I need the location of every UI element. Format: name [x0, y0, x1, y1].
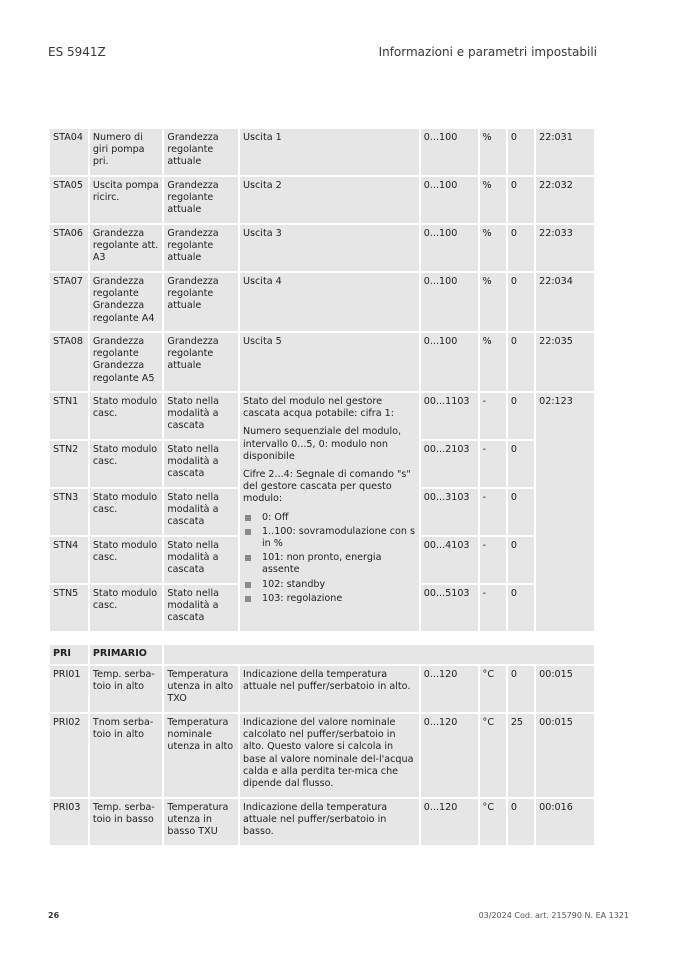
param-code: STA05 [50, 177, 88, 223]
param-type: Temperatura utenza in basso TXU [164, 799, 238, 845]
param-range: 00...1103 [421, 393, 478, 439]
param-range: 0...100 [421, 129, 478, 175]
param-name: Grandezza regolante att. A3 [90, 225, 163, 271]
param-name: Stato modulo casc. [90, 489, 163, 535]
param-code: STN4 [50, 537, 88, 583]
table-row [50, 393, 594, 439]
list-item-text: 102: standby [262, 578, 326, 590]
param-type: Stato nella modalità a cascata [164, 489, 238, 535]
param-default: 0 [508, 489, 534, 535]
param-default: 0 [508, 666, 534, 712]
param-name: Stato modulo casc. [90, 585, 163, 631]
table-row [50, 129, 594, 175]
table-row [50, 225, 594, 271]
footer-info: 03/2024 Cod. art. 215790 N. EA 1321 [478, 911, 629, 920]
table-row [50, 273, 594, 331]
table-row [50, 714, 594, 797]
param-default: 0 [508, 273, 534, 331]
param-description: Uscita 5 [240, 333, 419, 391]
param-address: 22:035 [536, 333, 594, 391]
param-description: Indicazione del valore nominale calcolato nel puffer/serbatoio in alto. Questo valore si calcola in base al valore nominale del-l'acqua calda e alla perdita ter-mica che dipende dal flusso. [240, 714, 419, 797]
param-name: Stato modulo casc. [90, 441, 163, 487]
description-paragraph: Stato del modulo nel gestore cascata acqua potabile: cifra 1: [243, 396, 394, 420]
param-type: Grandezza regolante attuale [164, 273, 238, 331]
param-range: 00...4103 [421, 537, 478, 583]
param-unit: % [480, 273, 506, 331]
param-unit: % [480, 129, 506, 175]
param-code: STN3 [50, 489, 88, 535]
param-range: 0...100 [421, 333, 478, 391]
param-unit: °C [480, 714, 506, 797]
param-code: PRI01 [50, 666, 88, 712]
param-code: STA06 [50, 225, 88, 271]
param-description [240, 393, 419, 631]
list-item-text: 103: regolazione [262, 592, 343, 604]
table-row [50, 177, 594, 223]
group-code: PRI [50, 645, 88, 664]
param-code: PRI02 [50, 714, 88, 797]
param-range: 0...100 [421, 177, 478, 223]
param-default: 0 [508, 393, 534, 439]
status-parameter-table [48, 127, 596, 633]
list-item-text: 0: Off [262, 511, 289, 523]
param-unit: % [480, 225, 506, 271]
page-number: 26 [48, 911, 60, 920]
param-default: 0 [508, 129, 534, 175]
param-type: Grandezza regolante attuale [164, 333, 238, 391]
group-header-filler [164, 645, 594, 664]
param-name: Stato modulo casc. [90, 537, 163, 583]
table-row [50, 333, 594, 391]
param-address: 22:033 [536, 225, 594, 271]
param-unit: °C [480, 799, 506, 845]
param-code: STA04 [50, 129, 88, 175]
bullet-square-icon [245, 529, 251, 535]
description-paragraph: Cifre 2...4: Segnale di comando "s" del gestore cascata per questo modulo: [243, 469, 411, 505]
param-range: 0...120 [421, 799, 478, 845]
param-default: 0 [508, 225, 534, 271]
param-code: STA08 [50, 333, 88, 391]
param-default: 0 [508, 177, 534, 223]
param-range: 00...2103 [421, 441, 478, 487]
param-address: 00:016 [536, 799, 594, 845]
param-description: Uscita 1 [240, 129, 419, 175]
param-code: STA07 [50, 273, 88, 331]
list-item-text: 101: non pronto, energia assente [262, 552, 382, 576]
param-unit: °C [480, 666, 506, 712]
list-item [243, 552, 416, 576]
bullet-square-icon [245, 582, 251, 588]
param-default: 0 [508, 799, 534, 845]
param-address: 02:123 [536, 393, 594, 631]
group-name: PRIMARIO [90, 645, 163, 664]
param-description: Uscita 4 [240, 273, 419, 331]
param-address: 22:032 [536, 177, 594, 223]
param-default: 0 [508, 537, 534, 583]
param-code: STN2 [50, 441, 88, 487]
param-name: Grandezza regolante Grandezza regolante A4 [90, 273, 163, 331]
param-type: Grandezza regolante attuale [164, 225, 238, 271]
param-address: 22:031 [536, 129, 594, 175]
param-name: Stato modulo casc. [90, 393, 163, 439]
table-row [50, 799, 594, 845]
bullet-square-icon [245, 555, 251, 561]
param-range: 0...120 [421, 714, 478, 797]
param-address: 00:015 [536, 666, 594, 712]
param-address: 22:034 [536, 273, 594, 331]
bullet-square-icon [245, 596, 251, 602]
param-name: Grandezza regolante Grandezza regolante A5 [90, 333, 163, 391]
table-header-row [50, 645, 594, 664]
param-type: Grandezza regolante attuale [164, 129, 238, 175]
bullet-square-icon [245, 515, 251, 521]
description-list [243, 512, 416, 605]
param-unit: - [480, 537, 506, 583]
param-type: Stato nella modalità a cascata [164, 537, 238, 583]
table-row [50, 666, 594, 712]
param-default: 25 [508, 714, 534, 797]
param-range: 0...120 [421, 666, 478, 712]
param-unit: - [480, 393, 506, 439]
param-unit: - [480, 489, 506, 535]
section-title: Informazioni e parametri impostabili [378, 45, 597, 59]
param-type: Temperatura nominale utenza in alto [164, 714, 238, 797]
param-name: Temp. serba-toio in alto [90, 666, 163, 712]
param-type: Stato nella modalità a cascata [164, 393, 238, 439]
param-default: 0 [508, 441, 534, 487]
param-code: STN1 [50, 393, 88, 439]
param-name: Temp. serba-toio in basso [90, 799, 163, 845]
param-unit: - [480, 585, 506, 631]
list-item [243, 593, 416, 605]
param-code: PRI03 [50, 799, 88, 845]
param-unit: % [480, 177, 506, 223]
param-name: Tnom serba-toio in alto [90, 714, 163, 797]
param-default: 0 [508, 333, 534, 391]
param-description: Indicazione della temperatura attuale nel puffer/serbatoio in alto. [240, 666, 419, 712]
primary-parameter-table [48, 643, 596, 847]
param-name: Numero di giri pompa pri. [90, 129, 163, 175]
param-unit: - [480, 441, 506, 487]
param-description: Uscita 2 [240, 177, 419, 223]
list-item [243, 512, 416, 524]
list-item [243, 579, 416, 591]
param-type: Temperatura utenza in alto TXO [164, 666, 238, 712]
param-default: 0 [508, 585, 534, 631]
param-range: 00...3103 [421, 489, 478, 535]
param-description: Uscita 3 [240, 225, 419, 271]
param-address: 00:015 [536, 714, 594, 797]
list-item [243, 526, 416, 550]
param-name: Uscita pompa ricirc. [90, 177, 163, 223]
param-range: 00...5103 [421, 585, 478, 631]
param-range: 0...100 [421, 225, 478, 271]
param-description: Indicazione della temperatura attuale nel puffer/serbatoio in basso. [240, 799, 419, 845]
param-type: Stato nella modalità a cascata [164, 441, 238, 487]
doc-code: ES 5941Z [48, 45, 106, 59]
list-item-text: 1..100: sovramodulazione con s in % [262, 525, 415, 550]
param-type: Stato nella modalità a cascata [164, 585, 238, 631]
param-unit: % [480, 333, 506, 391]
param-type: Grandezza regolante attuale [164, 177, 238, 223]
description-paragraph: Numero sequenziale del modulo, intervallo 0...5, 0: modulo non disponibile [243, 426, 402, 462]
param-code: STN5 [50, 585, 88, 631]
param-range: 0...100 [421, 273, 478, 331]
